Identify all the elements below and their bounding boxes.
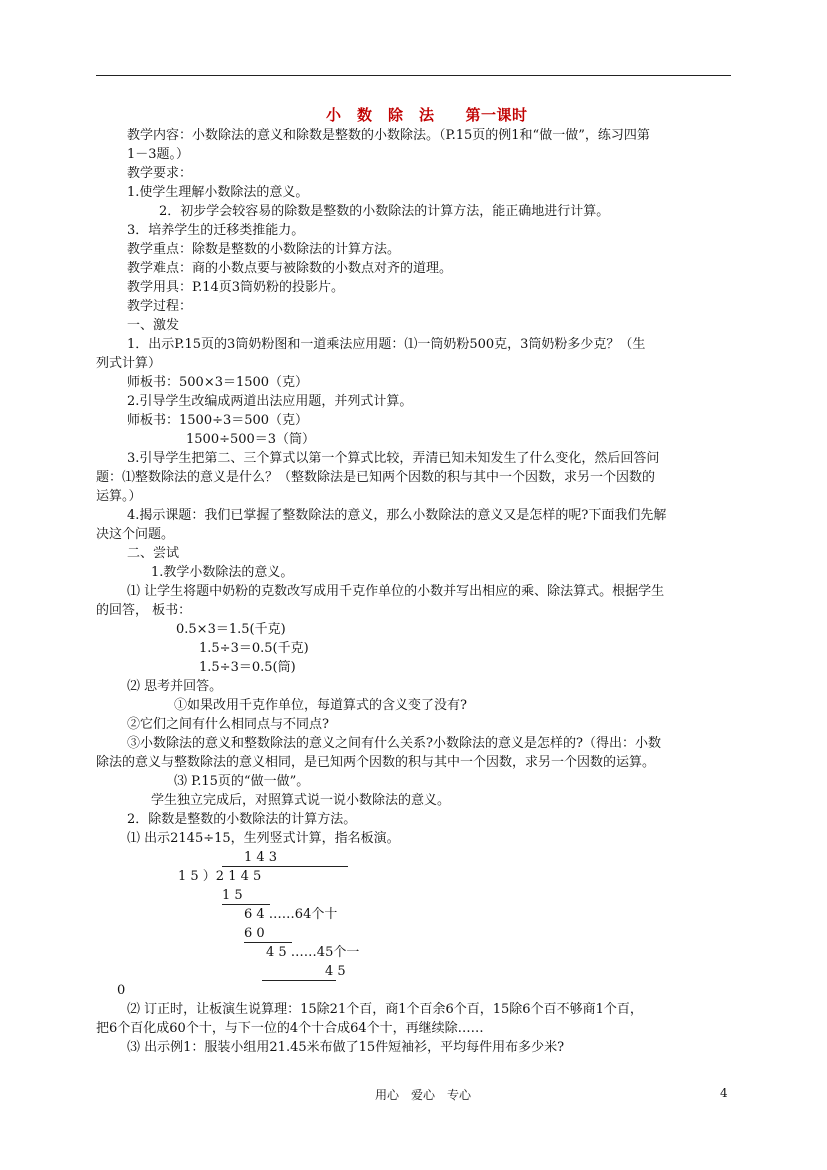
division-rule	[262, 980, 336, 981]
text-line: 决这个问题。	[96, 527, 175, 542]
text-line: 4.揭示课题：我们已掌握了整数除法的意义，那么小数除法的意义又是怎样的呢?下面我们先解	[127, 508, 667, 523]
text-line: 师板书：500×3＝1500（克）	[127, 375, 309, 390]
text-line: ①如果改用千克作单位，每道算式的含义变了没有?	[174, 698, 467, 713]
equation-line: 1.5÷3＝0.5(千克)	[199, 641, 309, 656]
text-line: ⑵ 订正时，让板演生说算理：15除21个百，商1个百余6个百，15除6个百不够商1个百，	[127, 1002, 643, 1017]
division-step: 4 5 ……45个一	[266, 945, 360, 960]
text-line: 教学要求：	[127, 166, 193, 181]
text-line: 教学难点：商的小数点要与被除数的小数点对齐的道理。	[127, 261, 453, 276]
text-line: 2．除数是整数的小数除法的计算方法。	[127, 812, 357, 827]
text-line: ⑶ 出示例1：服装小组用21.45米布做了15件短袖衫，平均每件用布多少米?	[127, 1040, 565, 1055]
header-rule	[96, 75, 731, 76]
text-line: ②它们之间有什么相同点与不同点?	[127, 717, 329, 732]
division-step: 4 5	[325, 964, 346, 979]
text-line: 学生独立完成后，对照算式说一说小数除法的意义。	[151, 793, 451, 808]
text-line: 2．初步学会较容易的除数是整数的小数除法的计算方法，能正确地进行计算。	[159, 204, 610, 219]
equation-line: 0.5×3＝1.5(千克)	[176, 622, 286, 637]
text-line: 教学过程：	[127, 299, 193, 314]
text-line: 3.引导学生把第二、三个算式以第一个算式比较，弄清已知未知发生了什么变化，然后回答问	[127, 451, 660, 466]
text-line: 教学用具：P.14页3筒奶粉的投影片。	[127, 280, 345, 295]
division-remainder: 0	[117, 983, 126, 998]
text-line: ⑴ 出示2145÷15，生列竖式计算，指名板演。	[127, 831, 400, 846]
text-line: 教学重点：除数是整数的小数除法的计算方法。	[127, 242, 401, 257]
page-number: 4	[720, 1086, 728, 1100]
division-step: 6 4 ……64个十	[244, 907, 338, 922]
text-line: ⑶ P.15页的“做一做”。	[174, 774, 310, 789]
text-line: 1－3题。）	[127, 147, 190, 162]
text-line: 3．培养学生的迁移类推能力。	[127, 223, 305, 238]
text-line: 把6个百化成60个十，与下一位的4个十合成64个十，再继续除……	[96, 1021, 484, 1036]
text-line: 的回答， 板书：	[96, 603, 192, 618]
text-line: 教学内容：小数除法的意义和除数是整数的小数除法。（P.15页的例1和“做一做”，练习四第	[127, 128, 650, 143]
text-line: ⑵ 思考并回答。	[127, 679, 223, 694]
text-line: 2.引导学生改编成两道出法应用题，并列式计算。	[127, 394, 413, 409]
text-line: 1500÷500＝3（筒）	[186, 432, 316, 447]
division-divisor-dividend: 1 5 ）2 1 4 5	[178, 869, 262, 884]
section-heading: 二、尝试	[127, 546, 180, 561]
division-quotient: 1 4 3	[244, 850, 278, 865]
text-line: 题：⑴整数除法的意义是什么？（整数除法是已知两个因数的积与其中一个因数，求另一个因数的	[96, 470, 656, 485]
page-title: 小 数 除 法 第一课时	[326, 106, 528, 124]
text-line: ③小数除法的意义和整数除法的意义之间有什么关系?小数除法的意义是怎样的?（得出：小数	[127, 736, 661, 751]
equation-line: 1.5÷3＝0.5(筒)	[199, 660, 296, 675]
text-line: 1.教学小数除法的意义。	[151, 565, 294, 580]
division-step: 1 5	[222, 888, 243, 903]
division-step: 6 0	[244, 926, 265, 941]
footer-motto: 用心 爱心 专心	[375, 1088, 472, 1102]
text-line: 师板书：1500÷3＝500（克）	[127, 413, 309, 428]
text-line: 1．出示P.15页的3筒奶粉图和一道乘法应用题：⑴一筒奶粉500克，3筒奶粉多少克？（生	[127, 337, 646, 352]
text-line: 除法的意义与整数除法的意义相同，是已知两个因数的积与其中一个因数，求另一个因数的运算。	[96, 755, 656, 770]
text-line: 运算。）	[96, 489, 142, 504]
text-line: 列式计算）	[96, 356, 162, 371]
section-heading: 一、激发	[127, 318, 180, 333]
text-line: ⑴ 让学生将题中奶粉的克数改写成用千克作单位的小数并写出相应的乘、除法算式。根据学生	[127, 584, 665, 599]
text-line: 1.使学生理解小数除法的意义。	[127, 185, 309, 200]
